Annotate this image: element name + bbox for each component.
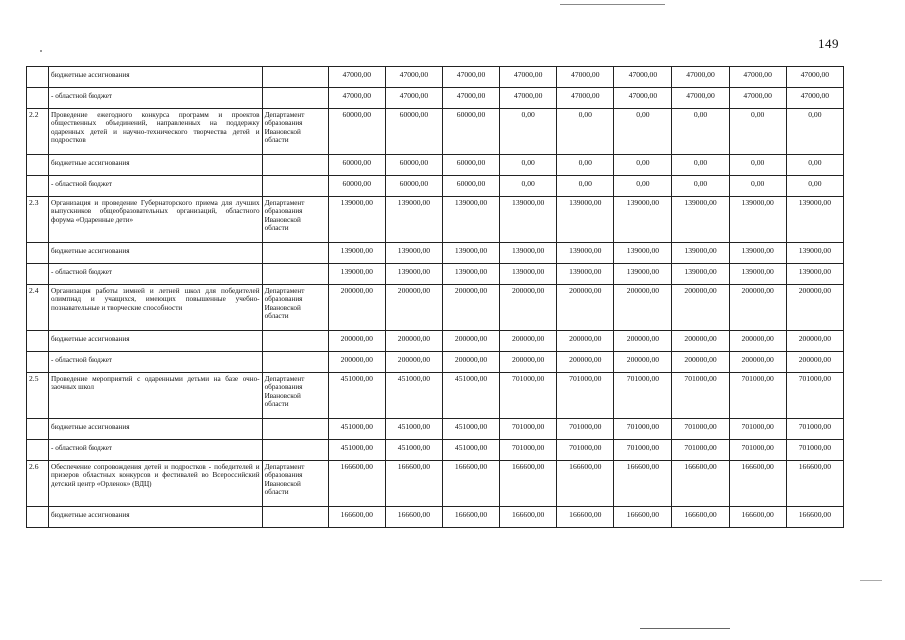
amount-cell: 139000,00	[442, 243, 499, 264]
funding-label: - областной бюджет	[49, 352, 263, 373]
amount-cell: 200000,00	[614, 331, 672, 352]
table-row-subtotal	[27, 440, 844, 461]
amount-cell: 200000,00	[442, 352, 499, 373]
amount-cell: 200000,00	[328, 352, 385, 373]
amount-cell: 701000,00	[672, 440, 729, 461]
amount-cell: 166600,00	[442, 507, 499, 528]
amount-cell: 139000,00	[385, 197, 442, 243]
amount-cell: 0,00	[614, 176, 672, 197]
amount-cell: 60000,00	[442, 109, 499, 155]
page-number: 149	[818, 36, 839, 51]
row-index	[27, 88, 49, 109]
executor: Департамент образования Ивановской области	[262, 373, 328, 419]
amount-cell: 701000,00	[557, 373, 614, 419]
amount-cell: 166600,00	[385, 507, 442, 528]
amount-cell: 139000,00	[500, 264, 557, 285]
amount-cell: 47000,00	[786, 88, 843, 109]
activity-description: Организация и проведение Губернаторского приема для лучших выпускников общеобразовательных организаций, областного форума «Одаренные дети»	[49, 197, 263, 243]
amount-cell: 0,00	[614, 109, 672, 155]
funding-label: - областной бюджет	[49, 88, 263, 109]
amount-cell: 47000,00	[557, 67, 614, 88]
row-index	[27, 440, 49, 461]
executor: Департамент образования Ивановской области	[262, 197, 328, 243]
amount-cell: 0,00	[557, 109, 614, 155]
table-row-subtotal	[27, 67, 844, 88]
activity-description: Проведение мероприятий с одаренными детьми на базе очно-заочных школ	[49, 373, 263, 419]
amount-cell: 200000,00	[328, 331, 385, 352]
amount-cell: 200000,00	[385, 331, 442, 352]
executor: Департамент образования Ивановской области	[262, 109, 328, 155]
amount-cell: 139000,00	[385, 243, 442, 264]
amount-cell: 451000,00	[385, 419, 442, 440]
amount-cell: 47000,00	[328, 67, 385, 88]
amount-cell: 47000,00	[614, 67, 672, 88]
amount-cell: 139000,00	[328, 243, 385, 264]
amount-cell: 701000,00	[672, 419, 729, 440]
amount-cell: 200000,00	[500, 352, 557, 373]
row-index	[27, 176, 49, 197]
amount-cell: 0,00	[786, 109, 843, 155]
amount-cell: 451000,00	[385, 373, 442, 419]
amount-cell: 451000,00	[442, 373, 499, 419]
amount-cell: 166600,00	[786, 461, 843, 507]
table-row-subtotal	[27, 331, 844, 352]
executor	[262, 176, 328, 197]
amount-cell: 139000,00	[557, 197, 614, 243]
amount-cell: 60000,00	[385, 176, 442, 197]
amount-cell: 60000,00	[385, 109, 442, 155]
amount-cell: 0,00	[786, 176, 843, 197]
amount-cell: 60000,00	[328, 176, 385, 197]
amount-cell: 0,00	[500, 109, 557, 155]
funding-label: бюджетные ассигнования	[49, 419, 263, 440]
activity-description: Проведение ежегодного конкурса программ и проектов общественных объединений, направленных на поддержку одаренных детей и научно-технического творчества детей и подростков	[49, 109, 263, 155]
table-row-subtotal	[27, 264, 844, 285]
amount-cell: 200000,00	[672, 352, 729, 373]
row-index: 2.4	[27, 285, 49, 331]
executor	[262, 440, 328, 461]
budget-table	[26, 66, 844, 528]
table-row-subtotal	[27, 155, 844, 176]
amount-cell: 47000,00	[614, 88, 672, 109]
row-index	[27, 155, 49, 176]
amount-cell: 200000,00	[385, 285, 442, 331]
amount-cell: 701000,00	[557, 440, 614, 461]
amount-cell: 139000,00	[328, 197, 385, 243]
amount-cell: 200000,00	[729, 331, 786, 352]
scan-artifact-dot	[40, 50, 42, 52]
amount-cell: 47000,00	[729, 67, 786, 88]
table-row-subtotal	[27, 419, 844, 440]
amount-cell: 200000,00	[729, 285, 786, 331]
amount-cell: 139000,00	[385, 264, 442, 285]
amount-cell: 139000,00	[557, 243, 614, 264]
amount-cell: 60000,00	[442, 155, 499, 176]
amount-cell: 166600,00	[557, 461, 614, 507]
amount-cell: 701000,00	[557, 419, 614, 440]
amount-cell: 200000,00	[557, 331, 614, 352]
amount-cell: 60000,00	[328, 155, 385, 176]
amount-cell: 200000,00	[385, 352, 442, 373]
amount-cell: 701000,00	[672, 373, 729, 419]
amount-cell: 0,00	[672, 109, 729, 155]
amount-cell: 166600,00	[385, 461, 442, 507]
budget-table-body	[27, 67, 844, 528]
amount-cell: 166600,00	[672, 461, 729, 507]
amount-cell: 0,00	[672, 155, 729, 176]
table-row-subtotal	[27, 176, 844, 197]
amount-cell: 0,00	[500, 176, 557, 197]
activity-description: Организация работы зимней и летней школ для победителей олимпиад и учащихся, имеющих повышенные учебно-познавательные и творческие способности	[49, 285, 263, 331]
amount-cell: 166600,00	[614, 507, 672, 528]
amount-cell: 701000,00	[786, 419, 843, 440]
amount-cell: 47000,00	[328, 88, 385, 109]
amount-cell: 47000,00	[385, 67, 442, 88]
table-row-subtotal	[27, 88, 844, 109]
executor	[262, 243, 328, 264]
amount-cell: 166600,00	[729, 507, 786, 528]
amount-cell: 47000,00	[385, 88, 442, 109]
scan-artifact-top	[560, 4, 665, 5]
funding-label: бюджетные ассигнования	[49, 67, 263, 88]
amount-cell: 139000,00	[442, 264, 499, 285]
amount-cell: 60000,00	[442, 176, 499, 197]
amount-cell: 139000,00	[500, 197, 557, 243]
row-index: 2.3	[27, 197, 49, 243]
table-row-item-2-3	[27, 197, 844, 243]
scan-artifact-bottom-2	[860, 580, 882, 581]
amount-cell: 139000,00	[672, 264, 729, 285]
row-index	[27, 264, 49, 285]
amount-cell: 47000,00	[672, 67, 729, 88]
amount-cell: 701000,00	[500, 419, 557, 440]
funding-label: - областной бюджет	[49, 176, 263, 197]
row-index	[27, 507, 49, 528]
executor: Департамент образования Ивановской области	[262, 285, 328, 331]
amount-cell: 139000,00	[672, 197, 729, 243]
amount-cell: 139000,00	[672, 243, 729, 264]
row-index	[27, 352, 49, 373]
amount-cell: 200000,00	[442, 285, 499, 331]
amount-cell: 166600,00	[442, 461, 499, 507]
amount-cell: 139000,00	[500, 243, 557, 264]
amount-cell: 451000,00	[385, 440, 442, 461]
amount-cell: 0,00	[729, 176, 786, 197]
amount-cell: 200000,00	[442, 331, 499, 352]
amount-cell: 701000,00	[729, 373, 786, 419]
amount-cell: 166600,00	[500, 461, 557, 507]
amount-cell: 200000,00	[729, 352, 786, 373]
amount-cell: 47000,00	[442, 88, 499, 109]
executor	[262, 507, 328, 528]
executor	[262, 88, 328, 109]
funding-label: - областной бюджет	[49, 264, 263, 285]
amount-cell: 139000,00	[729, 264, 786, 285]
executor	[262, 419, 328, 440]
amount-cell: 200000,00	[557, 285, 614, 331]
table-row-item-2-4	[27, 285, 844, 331]
row-index: 2.5	[27, 373, 49, 419]
amount-cell: 47000,00	[672, 88, 729, 109]
amount-cell: 200000,00	[500, 285, 557, 331]
amount-cell: 0,00	[786, 155, 843, 176]
amount-cell: 47000,00	[729, 88, 786, 109]
funding-label: бюджетные ассигнования	[49, 331, 263, 352]
table-row-subtotal	[27, 243, 844, 264]
amount-cell: 200000,00	[614, 285, 672, 331]
amount-cell: 0,00	[500, 155, 557, 176]
amount-cell: 200000,00	[672, 331, 729, 352]
amount-cell: 47000,00	[500, 88, 557, 109]
amount-cell: 451000,00	[442, 419, 499, 440]
amount-cell: 701000,00	[786, 373, 843, 419]
amount-cell: 451000,00	[328, 373, 385, 419]
amount-cell: 166600,00	[557, 507, 614, 528]
amount-cell: 166600,00	[500, 507, 557, 528]
row-index	[27, 67, 49, 88]
amount-cell: 139000,00	[786, 197, 843, 243]
executor	[262, 155, 328, 176]
amount-cell: 139000,00	[442, 197, 499, 243]
executor: Департамент образования Ивановской области	[262, 461, 328, 507]
amount-cell: 139000,00	[557, 264, 614, 285]
table-row-item-2-6	[27, 461, 844, 507]
amount-cell: 60000,00	[385, 155, 442, 176]
funding-label: - областной бюджет	[49, 440, 263, 461]
amount-cell: 200000,00	[786, 331, 843, 352]
amount-cell: 47000,00	[500, 67, 557, 88]
row-index: 2.2	[27, 109, 49, 155]
amount-cell: 166600,00	[614, 461, 672, 507]
amount-cell: 166600,00	[672, 507, 729, 528]
executor	[262, 264, 328, 285]
amount-cell: 166600,00	[786, 507, 843, 528]
amount-cell: 200000,00	[328, 285, 385, 331]
amount-cell: 701000,00	[786, 440, 843, 461]
row-index: 2.6	[27, 461, 49, 507]
amount-cell: 166600,00	[328, 461, 385, 507]
scan-artifact-bottom	[640, 628, 730, 629]
funding-label: бюджетные ассигнования	[49, 155, 263, 176]
activity-description: Обеспечение сопровождения детей и подростков - победителей и призеров областных конкурсов и фестивалей во Всероссийский детский центр «Орленок» (ВДЦ)	[49, 461, 263, 507]
amount-cell: 200000,00	[672, 285, 729, 331]
table-row-subtotal	[27, 507, 844, 528]
amount-cell: 0,00	[557, 176, 614, 197]
row-index	[27, 331, 49, 352]
amount-cell: 139000,00	[786, 243, 843, 264]
amount-cell: 200000,00	[614, 352, 672, 373]
amount-cell: 0,00	[729, 109, 786, 155]
amount-cell: 451000,00	[442, 440, 499, 461]
amount-cell: 451000,00	[328, 440, 385, 461]
table-row-item-2-2	[27, 109, 844, 155]
amount-cell: 0,00	[672, 176, 729, 197]
amount-cell: 200000,00	[500, 331, 557, 352]
executor	[262, 331, 328, 352]
funding-label: бюджетные ассигнования	[49, 243, 263, 264]
amount-cell: 200000,00	[786, 285, 843, 331]
amount-cell: 0,00	[614, 155, 672, 176]
amount-cell: 139000,00	[614, 243, 672, 264]
executor	[262, 67, 328, 88]
amount-cell: 139000,00	[729, 197, 786, 243]
amount-cell: 60000,00	[328, 109, 385, 155]
amount-cell: 47000,00	[442, 67, 499, 88]
amount-cell: 139000,00	[614, 264, 672, 285]
executor	[262, 352, 328, 373]
amount-cell: 0,00	[557, 155, 614, 176]
amount-cell: 139000,00	[786, 264, 843, 285]
amount-cell: 47000,00	[786, 67, 843, 88]
amount-cell: 166600,00	[729, 461, 786, 507]
table-row-subtotal	[27, 352, 844, 373]
amount-cell: 701000,00	[729, 440, 786, 461]
amount-cell: 701000,00	[500, 373, 557, 419]
amount-cell: 139000,00	[328, 264, 385, 285]
amount-cell: 701000,00	[614, 440, 672, 461]
amount-cell: 701000,00	[614, 373, 672, 419]
amount-cell: 166600,00	[328, 507, 385, 528]
amount-cell: 451000,00	[328, 419, 385, 440]
row-index	[27, 419, 49, 440]
funding-label: бюджетные ассигнования	[49, 507, 263, 528]
amount-cell: 200000,00	[786, 352, 843, 373]
row-index	[27, 243, 49, 264]
amount-cell: 701000,00	[614, 419, 672, 440]
amount-cell: 139000,00	[614, 197, 672, 243]
amount-cell: 0,00	[729, 155, 786, 176]
amount-cell: 139000,00	[729, 243, 786, 264]
table-row-item-2-5	[27, 373, 844, 419]
amount-cell: 200000,00	[557, 352, 614, 373]
amount-cell: 47000,00	[557, 88, 614, 109]
amount-cell: 701000,00	[729, 419, 786, 440]
amount-cell: 701000,00	[500, 440, 557, 461]
